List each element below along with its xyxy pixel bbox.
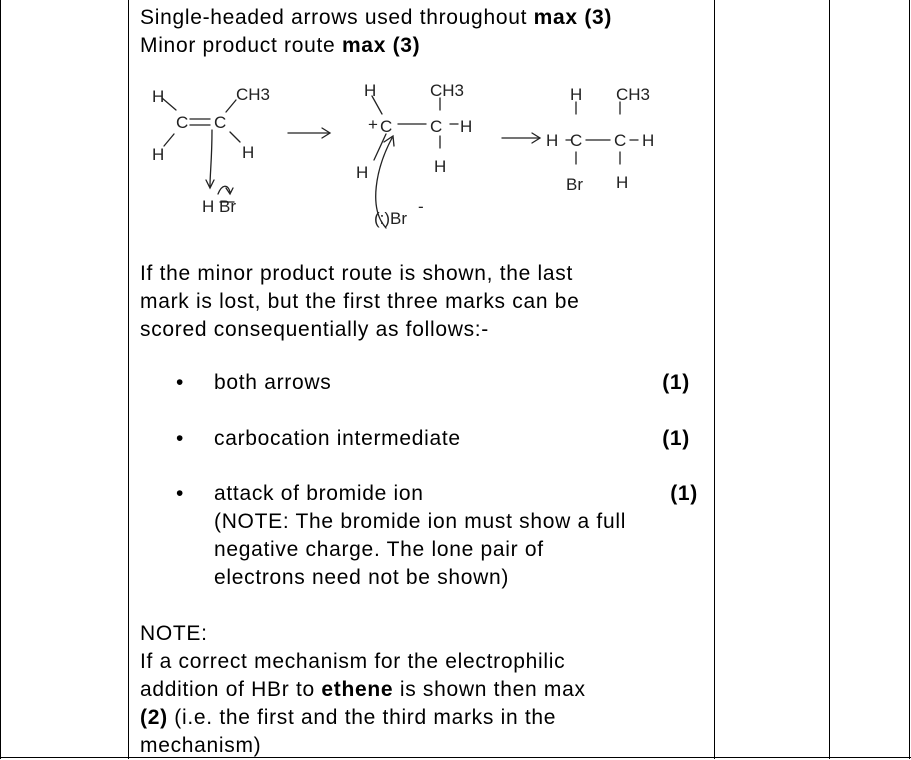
note-line-3-post: (i.e. the first and the third marks in the (167, 706, 557, 729)
cation-ch3: CH3 (430, 81, 465, 100)
bromide-note-line-2: negative charge. The lone pair of (214, 538, 544, 561)
cation-c-right: C (430, 117, 443, 136)
bullet-text: carbocation intermediate (214, 427, 461, 450)
bromide-note-line-3: electrons need not be shown) (214, 566, 510, 589)
table-border-left (0, 0, 1, 759)
note-line-2-pre: addition of HBr to (140, 678, 322, 701)
minor-route-text: Minor product route (140, 34, 342, 57)
minor-route-intro (140, 260, 710, 344)
alkene-h-top-left: H (152, 87, 165, 106)
bullet-dot-icon: • (176, 482, 185, 505)
bromide-note-line-1: (NOTE: The bromide ion must show a full (214, 510, 627, 533)
cation-h-left: H (356, 163, 369, 182)
note-line-2 (140, 676, 710, 704)
bullet-text: both arrows (214, 371, 332, 394)
product-h-right: H (642, 131, 655, 150)
bullet-mark: (1) (662, 427, 690, 450)
hbr-label: H Br (202, 197, 236, 216)
alkene-h-bottom-left: H (152, 145, 165, 164)
bullet-mark: (1) (670, 482, 698, 505)
note-line-2-post: is shown then max (393, 678, 586, 701)
cation-plus-sign: + (368, 115, 378, 134)
bromide-ion-label: (:)Br (374, 209, 408, 228)
note-max-mark: (2) (140, 706, 168, 729)
product-h-bottom: H (616, 173, 629, 192)
alkene-c-right: C (214, 113, 227, 132)
cation-h-bottom: H (434, 157, 447, 176)
bullet-text: attack of bromide ion (214, 482, 424, 505)
note-heading: NOTE: (140, 622, 208, 645)
bullet-dot-icon: • (176, 427, 185, 450)
table-divider-3 (829, 0, 830, 759)
note-line-3 (140, 704, 710, 732)
product-br: Br (566, 175, 583, 194)
table-divider-2 (714, 0, 715, 759)
product-c-right: C (614, 131, 627, 150)
minor-route-max-mark: max (3) (341, 34, 421, 57)
product-c-left: C (570, 131, 583, 150)
alkene-c-left: C (176, 113, 189, 132)
bromide-minus-sign: - (418, 197, 424, 216)
table-border-right (909, 0, 910, 759)
answer-cell-header (140, 4, 710, 60)
note-line-4: mechanism) (140, 734, 262, 757)
note-line-1: If a correct mechanism for the electrophilic (140, 650, 566, 673)
reaction-mechanism-diagram (140, 78, 680, 238)
product-h-top: H (570, 85, 583, 104)
cation-h-top: H (364, 81, 377, 100)
arrows-text: Single-headed arrows used throughout (140, 6, 534, 29)
cation-c-left: C (380, 117, 393, 136)
bromide-note (214, 508, 704, 592)
alkene-h-bottom-right: H (242, 143, 255, 162)
arrows-line (140, 4, 710, 32)
arrows-max-mark: max (3) (533, 6, 613, 29)
product-ch3: CH3 (616, 85, 651, 104)
intro-line-3: scored consequentially as follows:- (140, 318, 489, 341)
table-divider-1 (128, 0, 129, 759)
alkene-ch3: CH3 (236, 85, 271, 104)
intro-line-2: mark is lost, but the first three marks can be (140, 290, 580, 313)
intro-line-1: If the minor product route is shown, the last (140, 262, 574, 285)
cation-h-right: H (460, 117, 473, 136)
bullet-mark: (1) (662, 371, 690, 394)
note-ethene: ethene (321, 678, 394, 701)
product-h-left: H (546, 131, 559, 150)
bullet-dot-icon: • (176, 371, 185, 394)
minor-route-line (140, 32, 710, 60)
ethene-note (140, 620, 710, 760)
